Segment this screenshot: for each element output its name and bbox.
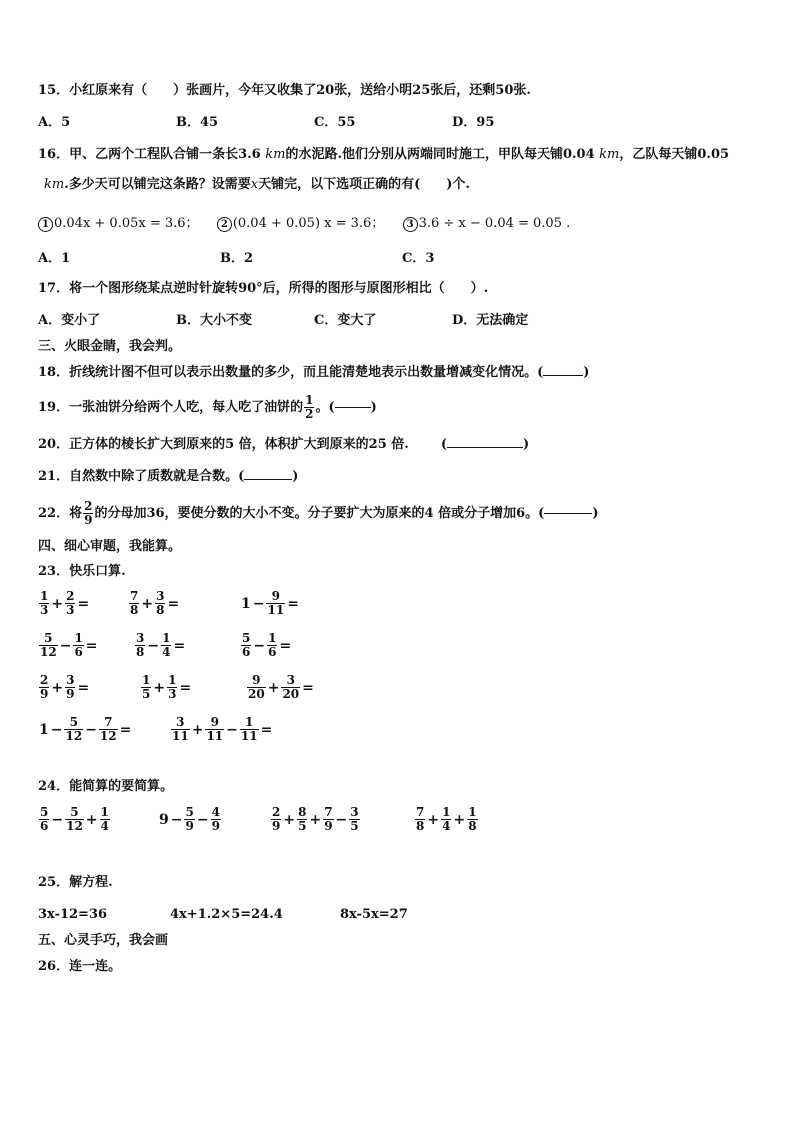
q15-option-b[interactable]: B．45 [176,115,219,130]
q15-option-d[interactable]: D．95 [452,115,495,130]
question-19: 19．一张油饼分给两个人吃，每人吃了油饼的 $\frac{1}{2}$ 。( ) [38,393,377,421]
simplify-3: $\frac{2}{9}$ + $\frac{8}{5}$ + $\frac{7}{9}$ − $\frac{3}{5}$ [272,805,359,833]
q16-option-b[interactable]: B．2 [220,251,254,266]
q15-option-a[interactable]: A．5 [38,115,71,130]
circled-1: 1 [38,217,53,232]
q16-eq-2: (0.04 + 0.05) x = 3.6； [232,216,385,231]
question-21: 21．自然数中除了质数就是合数。( ) [38,469,299,484]
section-4-heading: 四、细心审题，我能算。 [38,539,182,554]
question-25: 25．解方程. [38,875,113,890]
question-23: 23．快乐口算. [38,564,126,579]
question-18: 18．折线统计图不但可以表示出数量的多少，而且能清楚地表示出数量增减变化情况。( ) [38,365,590,380]
q16-equations [38,212,570,232]
question-24: 24．能简算的要简算。 [38,779,174,794]
fraction-1-2: $\frac{1}{2}$ [305,393,314,421]
calc-9: $\frac{9}{20}$ + $\frac{3}{20}$ = [248,673,314,701]
question-20: 20．正方体的棱长扩大到原来的5 倍，体积扩大到原来的25 倍. ( ) [38,437,530,452]
answer-blank-21[interactable] [244,479,292,480]
equation-2: 4x+1.2×5=24.4 [170,907,283,922]
calc-10: 1 − $\frac{5}{12}$ − $\frac{7}{12}$ = [39,715,132,743]
simplify-4: $\frac{7}{8}$ + $\frac{1}{4}$ + $\frac{1}{8}$ [416,805,477,833]
q16-option-c[interactable]: C．3 [402,251,435,266]
calc-1: $\frac{1}{3}$ + $\frac{2}{3}$ = [40,589,90,617]
calc-3: 1 − $\frac{9}{11}$ = [241,589,299,617]
q15-option-c[interactable]: C．55 [314,115,356,130]
simplify-1: $\frac{5}{6}$ − $\frac{5}{12}$ + $\frac{1}{4}$ [40,805,109,833]
calc-5: $\frac{3}{8}$ − $\frac{1}{4}$ = [136,631,186,659]
question-16-line-2: km.多少天可以铺完这条路？设需要x天铺完，以下选项正确的有( )个. [44,177,470,192]
q17-option-a[interactable]: A．变小了 [38,313,101,328]
q16-eq-3: 3.6 ÷ x − 0.04 = 0.05 . [418,216,571,231]
question-22: 22．将 $\frac{2}{9}$ 的分母加36，要使分数的大小不变。分子要扩大为原来的4 倍或分子增加6。( ) [38,499,599,527]
circled-2: 2 [217,217,232,232]
calc-2: $\frac{7}{8}$ + $\frac{3}{8}$ = [130,589,180,617]
q17-option-d[interactable]: D．无法确定 [452,313,529,328]
answer-blank-22[interactable] [544,513,592,514]
q16-eq-1: 0.04x + 0.05x = 3.6； [54,216,199,231]
question-16-line-1: 16．甲、乙两个工程队合铺一条长3.6 km的水泥路.他们分别从两端同时施工，甲队每天铺0.04 km，乙队每天铺0.05 [38,147,730,162]
calc-11: $\frac{3}{11}$ + $\frac{9}{11}$ − $\frac{1}{11}$ = [172,715,273,743]
equation-3: 8x-5x=27 [340,907,408,922]
equation-1: 3x-12=36 [38,907,108,922]
q17-option-c[interactable]: C．变大了 [314,313,377,328]
circled-3: 3 [403,217,418,232]
answer-blank-20[interactable] [447,447,523,448]
calc-6: $\frac{5}{6}$ − $\frac{1}{6}$ = [242,631,292,659]
q16-option-a[interactable]: A．1 [38,251,71,266]
calc-8: $\frac{1}{5}$ + $\frac{1}{3}$ = [142,673,192,701]
question-26: 26．连一连。 [38,959,122,974]
question-17: 17．将一个图形绕某点逆时针旋转90°后，所得的图形与原图形相比（ ）. [38,281,489,296]
answer-blank-18[interactable] [543,375,583,376]
calc-4: $\frac{5}{12}$ − $\frac{1}{6}$ = [40,631,98,659]
section-5-heading: 五、心灵手巧，我会画 [38,933,169,948]
q17-option-b[interactable]: B．大小不变 [176,313,252,328]
fraction-2-9: $\frac{2}{9}$ [84,499,93,527]
answer-blank-19[interactable] [335,407,371,408]
question-15: 15．小红原来有（ ）张画片，今年又收集了20张，送给小明25张后，还剩50张. [38,83,531,98]
simplify-2: 9 − $\frac{5}{9}$ − $\frac{4}{9}$ [159,805,220,833]
section-3-heading: 三、火眼金睛，我会判。 [38,339,182,354]
calc-7: $\frac{2}{9}$ + $\frac{3}{9}$ = [40,673,90,701]
